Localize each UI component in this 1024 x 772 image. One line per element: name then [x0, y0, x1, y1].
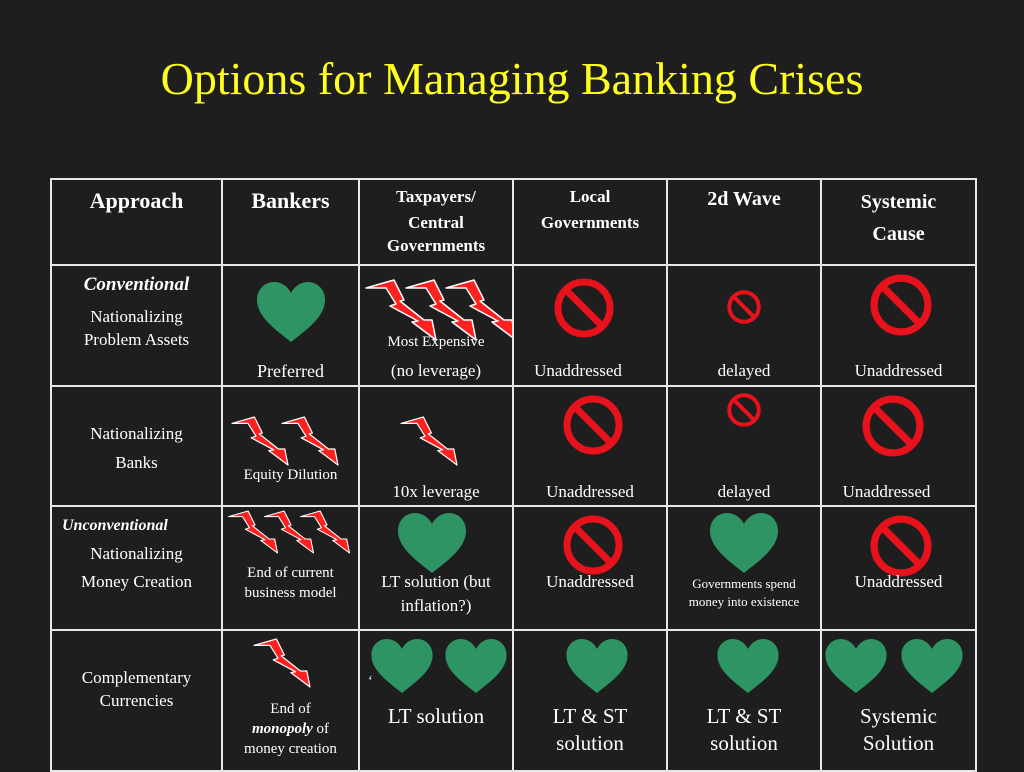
systemic-text: Unaddressed — [854, 572, 943, 591]
lightning-bolt-icon — [247, 639, 317, 687]
local-text-line1: LT & ST — [552, 704, 628, 728]
header-systemic-line1: Systemic — [860, 191, 937, 213]
approach-conventional — [51, 265, 222, 386]
local-text: Unaddressed — [534, 361, 622, 380]
no-sign-icon — [563, 515, 623, 575]
bankers-cell — [222, 386, 359, 506]
taxpayers-text-line2: inflation?) — [400, 596, 472, 615]
approach-line2: Banks — [115, 453, 158, 472]
bankers-cell — [222, 265, 359, 386]
bankers-text-line3: money creation — [244, 741, 337, 757]
header-local — [513, 179, 667, 265]
wave-text-line1: Governments spend — [692, 576, 796, 591]
heart-icon — [398, 513, 466, 573]
header-approach-label: Approach — [89, 188, 184, 213]
heart-icon — [822, 639, 890, 693]
bankers-cell — [222, 506, 359, 630]
no-sign-icon — [727, 290, 761, 324]
heart-icon — [257, 282, 325, 342]
header-taxpayers — [359, 179, 513, 265]
wave-text: delayed — [717, 482, 771, 501]
no-sign-icon — [870, 274, 932, 336]
approach-line1: Nationalizing — [90, 544, 183, 563]
header-approach — [51, 179, 222, 265]
no-sign-icon — [862, 395, 924, 457]
no-sign-icon — [554, 278, 614, 338]
no-sign-icon — [563, 395, 623, 455]
approach-line1: Nationalizing — [90, 307, 183, 326]
bankers-text: Equity Dilution — [243, 467, 338, 483]
tick-mark: ‘ — [368, 674, 373, 689]
comparison-table — [50, 178, 977, 772]
table-header-row — [51, 179, 976, 265]
table-row — [51, 265, 976, 386]
unconventional-label: Unconventional — [62, 517, 168, 534]
local-cell — [513, 506, 667, 630]
header-bankers-label: Bankers — [251, 188, 330, 213]
bankers-text-monopoly: monopoly — [251, 721, 313, 737]
approach-banks — [51, 386, 222, 506]
bankers-text-line2: business model — [244, 585, 337, 601]
wave-text: delayed — [717, 361, 771, 380]
local-cell — [513, 265, 667, 386]
heart-icon — [368, 639, 436, 693]
lightning-bolt-icon — [446, 280, 513, 340]
taxpayers-cell — [359, 630, 513, 771]
header-systemic-line2: Cause — [872, 223, 925, 245]
lightning-bolt-icon — [394, 417, 464, 465]
wave-text-line2: money into existence — [688, 594, 800, 609]
systemic-text-line2: Solution — [862, 731, 935, 755]
header-local-line1: Local — [569, 187, 611, 206]
heart-icon — [442, 639, 510, 693]
taxpayers-text-line1: LT solution (but — [381, 572, 491, 591]
systemic-cell — [821, 506, 976, 630]
local-cell — [513, 630, 667, 771]
heart-icon — [563, 639, 631, 693]
systemic-text-line1: Systemic — [860, 704, 937, 728]
wave-cell — [667, 386, 821, 506]
wave-cell — [667, 265, 821, 386]
bankers-text-of: of — [316, 721, 330, 737]
header-taxpayers-line2: Central — [408, 213, 464, 232]
systemic-cell — [821, 630, 976, 771]
taxpayers-cell — [359, 386, 513, 506]
systemic-cell — [821, 265, 976, 386]
approach-line2: Problem Assets — [83, 330, 190, 349]
taxpayers-text-line1: Most Expensive — [387, 334, 485, 350]
header-bankers — [222, 179, 359, 265]
local-cell — [513, 386, 667, 506]
no-sign-icon — [727, 393, 761, 427]
header-wave — [667, 179, 821, 265]
header-local-line2: Governments — [540, 213, 640, 232]
table-row — [51, 630, 976, 771]
bankers-cell — [222, 630, 359, 771]
taxpayers-text: LT solution — [387, 704, 485, 728]
taxpayers-text: 10x leverage — [392, 482, 480, 501]
approach-line1: Nationalizing — [90, 424, 183, 443]
header-systemic — [821, 179, 976, 265]
lightning-bolt-icon — [295, 511, 355, 553]
lightning-bolt-icon — [275, 417, 345, 465]
heart-icon — [898, 639, 966, 693]
approach-complementary — [51, 630, 222, 771]
bankers-text-line1: End of current — [247, 565, 334, 581]
table-row — [51, 386, 976, 506]
bankers-text: Preferred — [257, 361, 324, 381]
table-row — [51, 506, 976, 630]
local-text: Unaddressed — [546, 572, 634, 591]
header-wave-label: 2d Wave — [707, 188, 781, 210]
conventional-label: Conventional — [83, 274, 190, 295]
wave-cell — [667, 506, 821, 630]
no-sign-icon — [870, 515, 932, 577]
taxpayers-cell — [359, 506, 513, 630]
approach-line1: Complementary — [81, 668, 192, 687]
wave-text-line2: solution — [710, 731, 778, 755]
taxpayers-cell — [359, 265, 513, 386]
header-taxpayers-line1: Taxpayers/ — [396, 187, 476, 206]
approach-line2: Currencies — [99, 691, 174, 710]
header-taxpayers-line3: Governments — [386, 236, 486, 255]
wave-text-line1: LT & ST — [706, 704, 782, 728]
taxpayers-text-line2: (no leverage) — [390, 361, 482, 380]
wave-cell — [667, 630, 821, 771]
approach-unconventional — [51, 506, 222, 630]
heart-icon — [710, 513, 778, 573]
slide-title: Options for Managing Banking Crises — [160, 53, 864, 104]
local-text-line2: solution — [556, 731, 624, 755]
systemic-cell — [821, 386, 976, 506]
approach-line2: Money Creation — [81, 572, 192, 591]
systemic-text: Unaddressed — [854, 361, 943, 380]
local-text: Unaddressed — [546, 482, 634, 501]
bankers-text-line1: End of — [270, 701, 311, 717]
heart-icon — [714, 639, 782, 693]
systemic-text: Unaddressed — [842, 482, 931, 501]
